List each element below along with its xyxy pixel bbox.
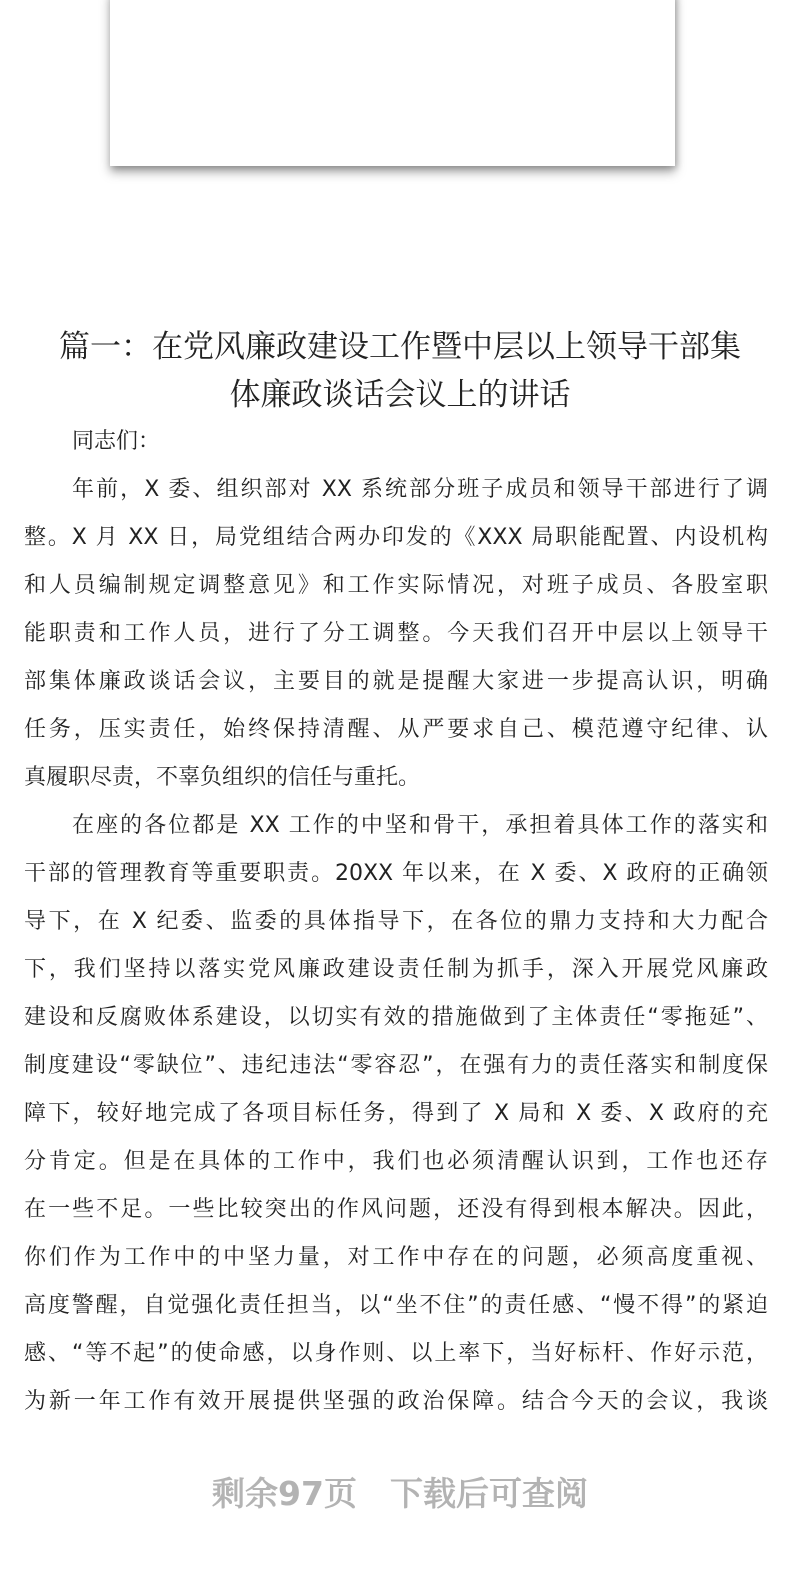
paragraph-line: 为新一年工作有效开展提供坚强的政治保障。结合今天的会议，我谈 [24,1389,768,1414]
greeting: 同志们： [72,429,161,454]
paragraph-line: 制度建设“零缺位”、违纪违法“零容忍”，在强有力的责任落实和制度保 [24,1053,768,1078]
paragraph-line: 高度警醒，自觉强化责任担当，以“坐不住”的责任感、“慢不得”的紧迫 [24,1293,768,1318]
paragraph-line: 和人员编制规定调整意见》和工作实际情况，对班子成员、各股室职 [24,573,768,598]
paragraph-line: 任务，压实责任，始终保持清醒、从严要求自己、模范遵守纪律、认 [24,717,768,742]
remaining-pages-download-prompt[interactable]: 剩余97页 下载后可查阅 [212,1474,588,1513]
paragraph-line: 分肯定。但是在具体的工作中，我们也必须清醒认识到，工作也还存 [24,1149,768,1174]
paragraph-line: 部集体廉政谈话会议，主要目的就是提醒大家进一步提高认识，明确 [24,669,768,694]
paragraph-line: 在座的各位都是 XX 工作的中坚和骨干，承担着具体工作的落实和 [72,813,768,838]
previous-page-card [110,0,675,166]
paragraph-line: 年前，X 委、组织部对 XX 系统部分班子成员和领导干部进行了调 [72,477,768,502]
paragraph-line: 建设和反腐败体系建设，以切实有效的措施做到了主体责任“零拖延”、 [24,1005,768,1030]
paragraph-line: 真履职尽责，不辜负组织的信任与重托。 [24,765,421,790]
paragraph-line: 你们作为工作中的中坚力量，对工作中存在的问题，必须高度重视、 [24,1245,768,1270]
paragraph-line: 在一些不足。一些比较突出的作风问题，还没有得到根本解决。因此， [24,1197,768,1222]
paragraph-line: 障下，较好地完成了各项目标任务，得到了 X 局和 X 委、X 政府的充 [24,1101,768,1126]
paragraph-line: 能职责和工作人员，进行了分工调整。今天我们召开中层以上领导干 [24,621,768,646]
document-title-line-1: 篇一：在党风廉政建设工作暨中层以上领导干部集 [59,329,741,365]
paragraph-line: 感、“等不起”的使命感，以身作则、以上率下，当好标杆、作好示范， [24,1341,768,1366]
paragraph-line: 干部的管理教育等重要职责。20XX 年以来，在 X 委、X 政府的正确领 [24,861,768,886]
document-title-line-2: 体廉政谈话会议上的讲话 [229,377,571,413]
paragraph-line: 导下，在 X 纪委、监委的具体指导下，在各位的鼎力支持和大力配合 [24,909,768,934]
paragraph-line: 整。X 月 XX 日，局党组结合两办印发的《XXX 局职能配置、内设机构 [24,525,768,550]
paragraph-line: 下，我们坚持以落实党风廉政建设责任制为抓手，深入开展党风廉政 [24,957,768,982]
